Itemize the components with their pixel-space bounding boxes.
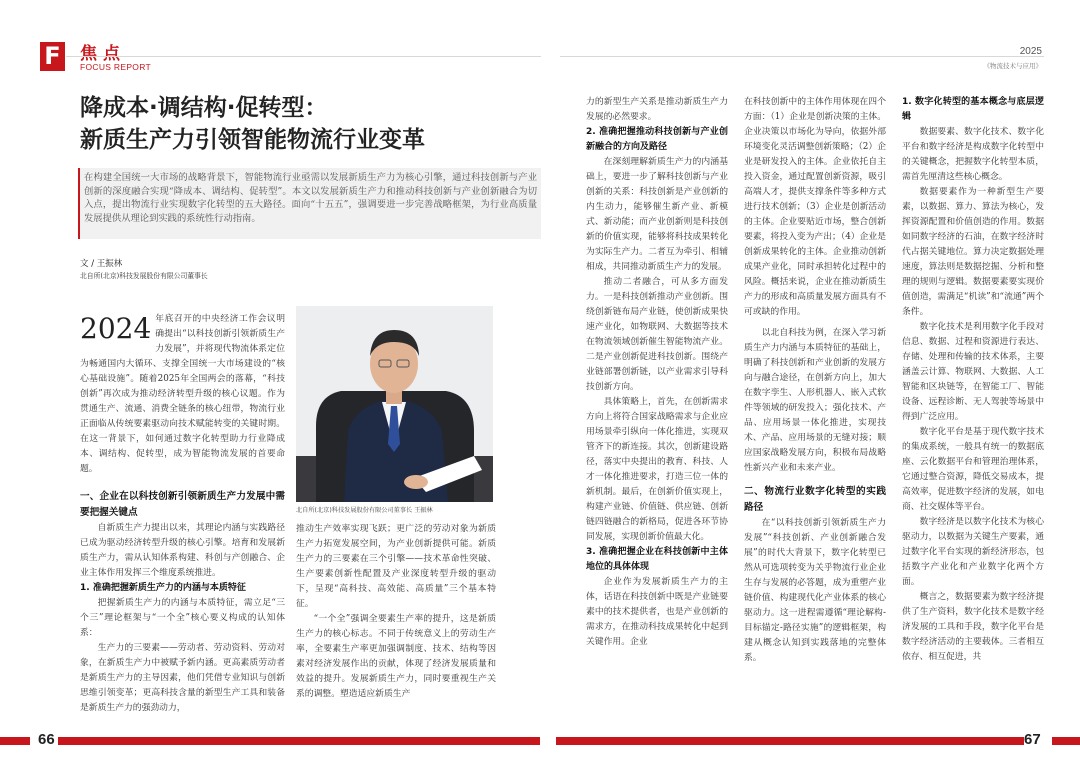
paragraph: 在科技创新中的主体作用体现在四个方面：（1）企业是创新决策的主体。企业决策以市场化为导向，依据外部环境变化灵活调整创新策略；（2）企业是研发投入的主体。企业依托自主投入资金，通过配置创新资源，吸引高端人才，提供支撑条件等多种方式进行技术创新；（3）企业是创新活动的主体。企业要贴近市场，整合创新要素，将投入变为产出；（4）企业是创新成果转化的主体。企业推动创新成果产业化，同时承担转化过程中的风险。概括来说，企业在推动新质生产力的形成和高质量发展方面具有不可或缺的作用。 xyxy=(744,97,886,317)
abstract-box: 在构建全国统一大市场的战略背景下，智能物流行业亟需以发展新质生产力为核心引擎，通过科技创新与产业创新的深度融合实现“降成本、调结构、促转型”。本文以发展新质生产力和推动科技创新与产业创新融合为切入点，提出物流行业实现数字化转型的五大路径。面向“十五五”，强调要进一步完善战略框架，为行业高质量发展提供从理论到实践的系统性行动指南。 xyxy=(78,168,541,239)
text-column-5 xyxy=(902,95,1044,727)
subheading-2-1: 1. 数字化转型的基本概念与底层逻辑 xyxy=(902,97,1044,122)
subheading-1-2: 2. 准确把握推动科技创新与产业创新融合的方向及路径 xyxy=(586,127,728,152)
paragraph: 数据要素、数字化技术、数字化平台和数字经济是构成数字化转型中的关键概念，把握数字化转型本质，需首先厘清这些核心概念。 xyxy=(902,127,1044,182)
text-column-3 xyxy=(586,95,728,727)
header-rule-left xyxy=(66,56,541,57)
text-column-1 xyxy=(80,312,285,727)
header-rule-right xyxy=(560,56,1044,57)
paragraph: 力的新型生产关系是推动新质生产力发展的必然要求。 xyxy=(586,97,728,122)
paragraph: 推动生产效率实现飞跃；更广泛的劳动对象为新质生产力拓宽发展空间，为产业创新提供可能。新质生产力的三要素在三个引擎——技术革命性突破、生产要素创新性配置及产业深度转型升级的驱动下，呈现“高科技、高效能、高质量”三个基本特征。 xyxy=(296,524,496,609)
magazine-name: 《物流技术与应用》 xyxy=(983,62,1042,70)
paragraph: 具体策略上，首先，在创新需求方向上将符合国家战略需求与企业应用场景牵引纵向一体化推进，实现双管齐下的新连接。其次，创新建设路径，落实中央提出的教育、科技、人才一体化推进要求，打造三位一体的新机制。最后，在创新价值实现上，构建产业链、价值链、供应链、创新链四链融合的新格局，促进各环节协同发展，实现创新价值最大化。 xyxy=(586,397,728,542)
paragraph: 在深刻理解新质生产力的内涵基础上，要进一步了解科技创新与产业创新的关系：科技创新是产业创新的内生动力，能够催生新产业、新模式、新动能；而产业创新则是科技创新的价值实现，能够将科技成果转化为实际生产力。二者互为牵引、相辅相成，共同推动新质生产力的发展。 xyxy=(586,157,728,272)
issue-year: 2025 xyxy=(1019,46,1042,57)
paragraph: 推动二者融合，可从多方面发力。一是科技创新推动产业创新。围绕创新链布局产业链，使创新成果快速产业化，如物联网、大数据等技术在物流领域创新催生智能物流产业。二是产业创新促进科技创新。围绕产业链部署创新链，以产业需求引导科技创新方向。 xyxy=(586,277,728,392)
article-title xyxy=(80,92,540,156)
section-title: 焦点 xyxy=(80,44,126,64)
page-number-left: 66 xyxy=(38,731,55,748)
section-badge: F xyxy=(40,42,65,71)
author-byline: 文 / 王振林 xyxy=(80,259,123,269)
paragraph: 生产力的三要素——劳动者、劳动资料、劳动对象，在新质生产力中被赋予新内涵。更高素质劳动者是新质生产力的主导因素，他们凭借专业知识与创新思维引领变革；更高科技含量的新型生产工具和装备是新质生产力的强劲动力， xyxy=(80,643,285,713)
paragraph: 在“以科技创新引领新质生产力发展”“科技创新、产业创新融合发展”的时代大背景下，数字化转型已然从可选项转变为关乎物流行业企业生存与发展的必答题，成为重塑产业链价值、构建现代化产业体系的核心驱动力。这一进程需遵循“理论解构-目标锚定-路径实施”的逻辑框架，构建从概念认知到实践落地的完整体系。 xyxy=(744,518,886,663)
footer-bar-right xyxy=(500,737,1024,745)
paragraph: 概言之，数据要素为数字经济提供了生产资料，数字化技术是数字经济发展的工具和手段，数字化平台是数字经济活动的主要载体。三者相互依存、相互促进，共 xyxy=(902,592,1044,662)
portrait-illustration xyxy=(296,306,493,502)
gutter-gap xyxy=(540,731,556,751)
section-heading-2: 二、物流行业数字化转型的实践路径 xyxy=(744,486,886,513)
paragraph: 数字化技术是利用数字化手段对信息、数据、过程和资源进行表达、存储、处理和传输的技术体系，主要涵盖云计算、物联网、大数据、人工智能和区块链等，在智能工厂、智能设备、远程诊断、无人驾驶等场景中得到广泛应用。 xyxy=(902,322,1044,422)
section-subtitle: FOCUS REPORT xyxy=(80,62,151,72)
paragraph: 数字化平台是基于现代数字技术的集成系统，一般具有统一的数据底座、云化数据平台和管理治理体系，它通过整合资源，降低交易成本，提高效率，促进数字经济的发展，如电商、社交媒体等平台。 xyxy=(902,427,1044,512)
paragraph: “一个全”强调全要素生产率的提升，这是新质生产力的核心标志。不同于传统意义上的劳动生产率，全要素生产率更加强调制度、技术、结构等因素对经济发展作出的贡献，体现了经济发展质量和效益的提升。发展新质生产力，同时要重视生产关系的调整。塑造适应新质生产 xyxy=(296,614,496,699)
paragraph: 数据要素作为一种新型生产要素，以数据、算力、算法为核心，发挥资源配置和价值创造的作用。数据如同数字经济的石油，在数字经济时代占据关键地位。算力决定数据处理速度，算法则是数据挖掘、分析和整理的规则与逻辑。数据要素要实现价值创造，需满足“机读”和“流通”两个条件。 xyxy=(902,187,1044,317)
page-number-right: 67 xyxy=(1024,731,1041,748)
author-role: 北自所(北京)科技发展股份有限公司董事长 xyxy=(80,272,208,280)
subheading-1-3: 3. 准确把握企业在科技创新中主体地位的具体体现 xyxy=(586,547,728,572)
text-column-2 xyxy=(296,522,496,727)
section-heading-1: 一、企业在以科技创新引领新质生产力发展中需要把握关键点 xyxy=(80,491,285,518)
paragraph: 年底召开的中央经济工作会议明确提出“以科技创新引领新质生产力发展”，并将现代物流体系定位为畅通国内大循环、支撑全国统一大市场建设的“核心基础设施”。随着2025年全国两会的落幕，“科技创新”再次成为推动经济转型升级的核心议题。作为贯通生产、流通、消费全链条的核心纽带，物流行业正面临从传统要素驱动向技术赋能转变的关键时期。在这一背景下，如何通过数字化转型助力行业降成本、调结构、促转型，成为智能物流发展的首要命题。 xyxy=(80,314,285,474)
paragraph: 以北自科技为例，在深入学习新质生产力内涵与本质特征的基础上，明确了科技创新和产业创新的发展方向与融合途径，在创新方向上，加大在数字孪生、人形机器人、嵌入式软件等领域的研发投入；强化技术、产品、应用场景一体化推进，实现技术、产品、应用场景的无缝对接；顺应国家战略发展方向，积极布局战略性新兴产业和未来产业。 xyxy=(744,328,886,473)
footer-bar-left-edge xyxy=(0,737,30,745)
text-column-4 xyxy=(744,95,886,727)
title-line-1: 降成本·调结构·促转型： xyxy=(80,95,328,121)
subheading-1-1: 1. 准确把握新质生产力的内涵与本质特征 xyxy=(80,583,246,593)
paragraph: 把握新质生产力的内涵与本质特征，需立足“三个三”理论框架与“一个全”核心要义构成的认知体系： xyxy=(80,598,285,638)
paragraph: 数字经济是以数字化技术为核心驱动力，以数据为关键生产要素，通过数字化平台实现的新经济形态，包括数字产业化和产业数字化两个方面。 xyxy=(902,517,1044,587)
paragraph: 自新质生产力提出以来，其理论内涵与实践路径已成为驱动经济转型升级的核心引擎。培育和发展新质生产力，需从认知体系构建、科创与产创融合、企业主体作用发挥三个维度系统推进。 xyxy=(80,523,285,578)
title-line-2: 新质生产力引领智能物流行业变革 xyxy=(80,127,425,153)
footer-bar-right-edge xyxy=(1052,737,1080,745)
author-photo xyxy=(296,306,493,502)
paragraph: 企业作为发展新质生产力的主体，话语在科技创新中既是产业链要素中的技术提供者，也是产业创新的需求方，在推动科技成果转化中起到关键作用。企业 xyxy=(586,577,728,647)
photo-caption: 北自所(北京)科技发展股份有限公司董事长 王振林 xyxy=(296,507,433,514)
dropcap-year: 2024 xyxy=(80,312,152,345)
